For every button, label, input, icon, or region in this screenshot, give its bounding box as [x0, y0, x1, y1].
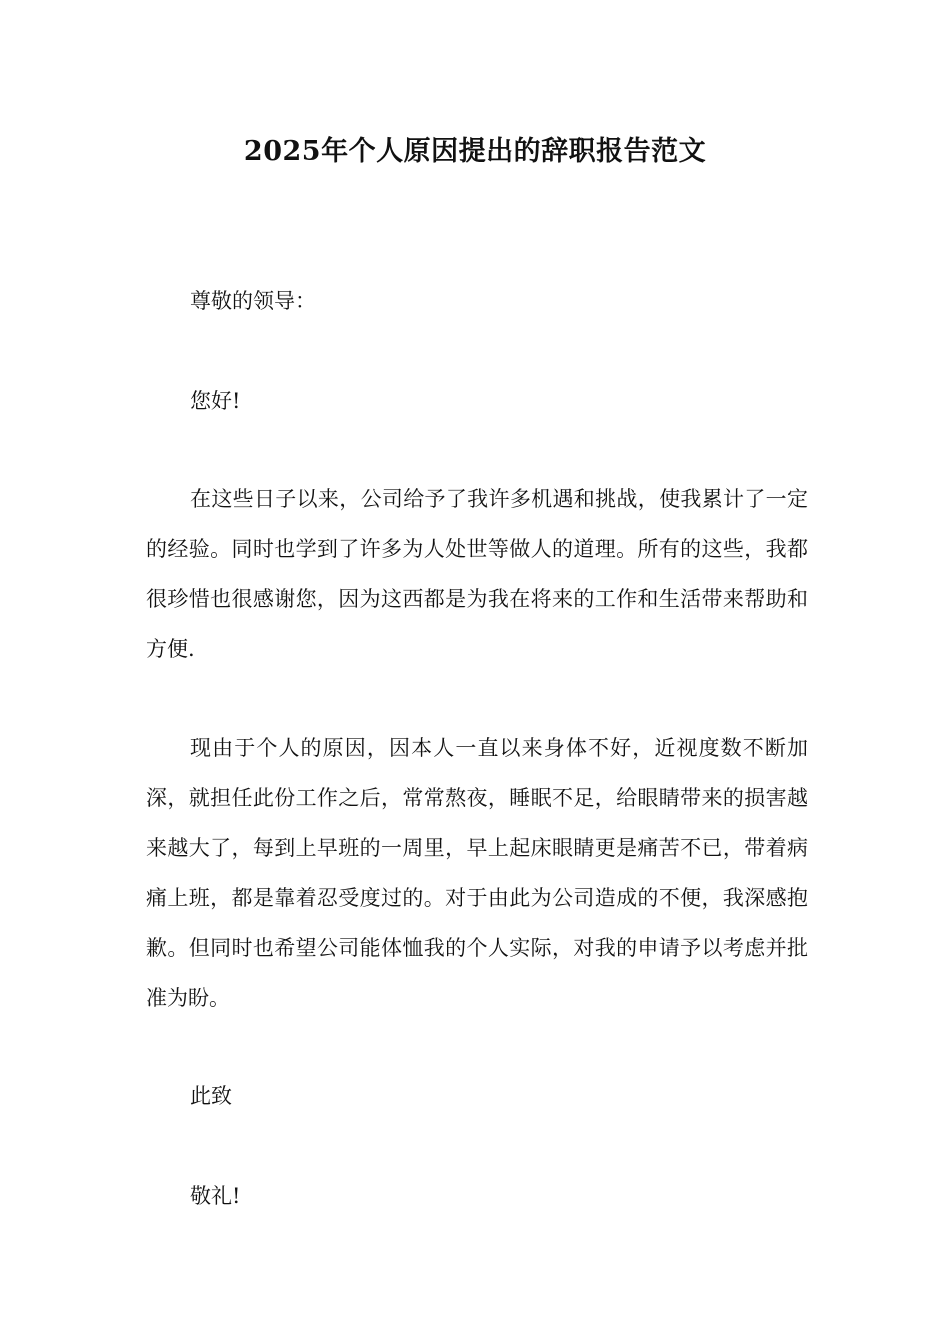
- body-paragraph-1: 在这些日子以来，公司给予了我许多机遇和挑战，使我累计了一定的经验。同时也学到了许多为人处世等做人的道理。所有的这些，我都很珍惜也很感谢您，因为这西都是为我在将来的工作和生活带来帮助和方便.: [146, 487, 808, 661]
- closing-line-1: 此致: [190, 1084, 232, 1108]
- body-paragraph-2: 现由于个人的原因，因本人一直以来身体不好，近视度数不断加深，就担任此份工作之后，常常熬夜，睡眠不足，给眼睛带来的损害越来越大了，每到上早班的一周里，早上起床眼睛更是痛苦不已，带着病痛上班，都是靠着忍受度过的。对于由此为公司造成的不便，我深感抱歉。但同时也希望公司能体恤我的个人实际，对我的申请予以考虑并批准为盼。: [146, 736, 808, 1010]
- closing-line-2: 敬礼!: [190, 1184, 241, 1208]
- greeting: 您好!: [190, 389, 241, 413]
- salutation: 尊敬的领导：: [190, 289, 316, 313]
- document-title: 2025年个人原因提出的辞职报告范文: [243, 136, 707, 167]
